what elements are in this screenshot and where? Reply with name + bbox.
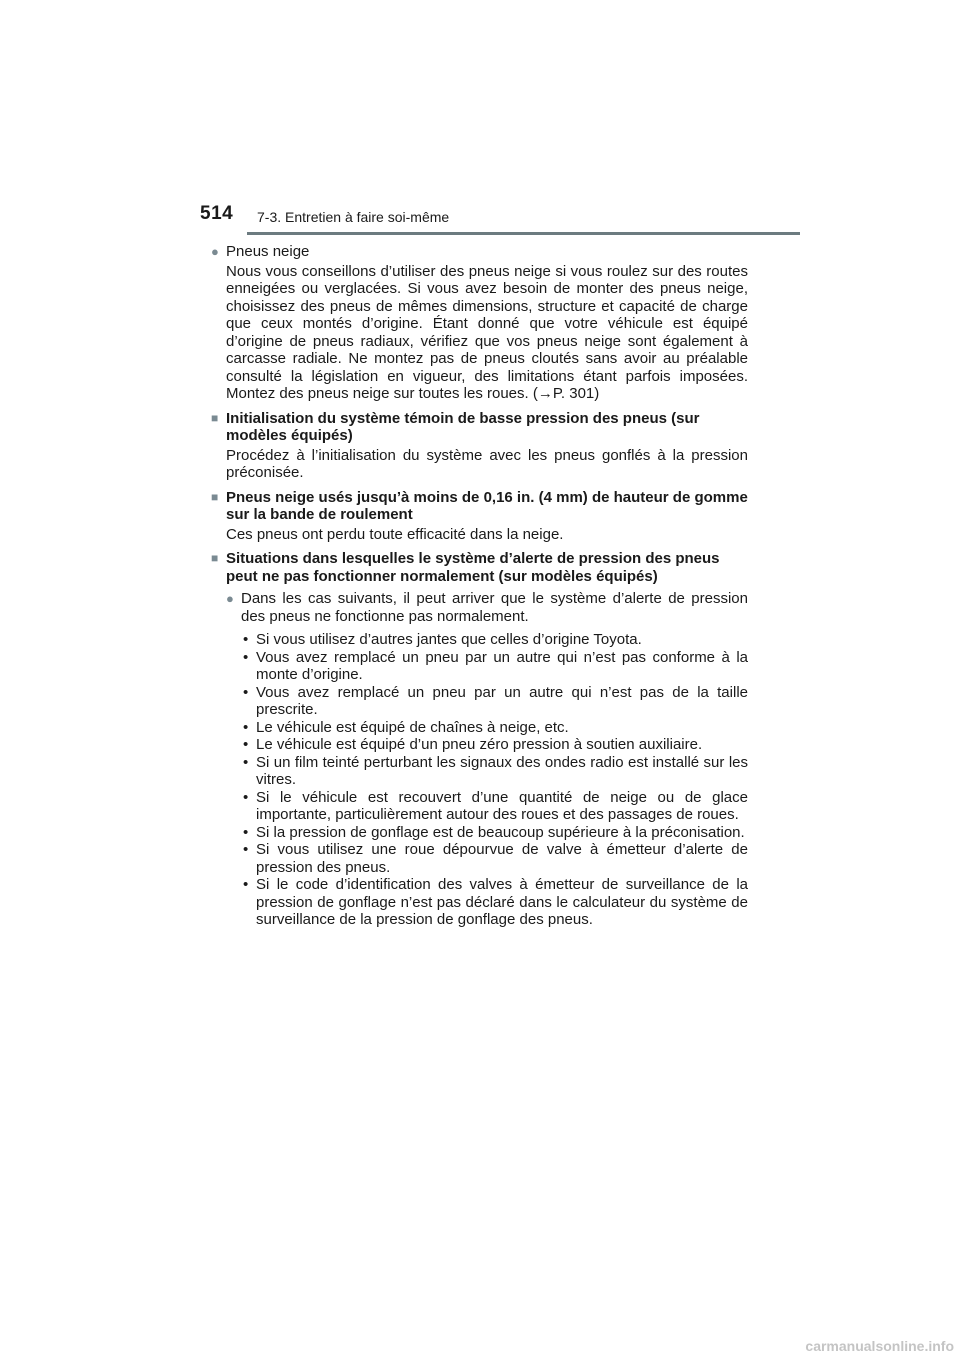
bullet-dot-icon: • xyxy=(243,876,249,893)
bullet-dot-icon: • xyxy=(243,718,249,736)
bullet-dot-icon: • xyxy=(243,648,249,666)
list-item xyxy=(241,876,748,929)
item-heading: Initialisation du système témoin de basse pression des pneus (sur modèles équipés) xyxy=(226,409,700,444)
bullet-dot-icon: • xyxy=(243,683,249,701)
list-item xyxy=(241,684,748,719)
bullet-dot-icon: • xyxy=(243,841,249,858)
item-pneus-neige xyxy=(211,243,748,403)
item-situations xyxy=(211,550,748,929)
bullet-dot-icon: • xyxy=(243,736,249,753)
list-item xyxy=(241,789,748,824)
list-item-text: Le véhicule est équipé de chaînes à neige, etc. xyxy=(256,718,569,736)
item-paragraph: Nous vous conseillons d’utiliser des pneus neige si vous roulez sur des routes enneigées ou verglacées. Si vous avez besoin de monter des pneus neige, choisissez des pneus de mêmes dimensions, structure et capacité de charge que ceux montés d’origine. Étant donné que votre véhicule est équipé d’origine de pneus radiaux, vérifiez que vos pneus neige sont également à carcasse radiale. Ne montez pas de pneus cloutés sans avoir au préalable consulté la législation en vigueur, des limitations étant parfois imposées. Montez des pneus neige sur toutes les roues. (→P. 301) xyxy=(226,262,748,402)
circle-bullet-icon: ● xyxy=(211,244,219,259)
list-item-text: Si le code d’identification des valves à émetteur de surveillance de la pression de gonflage n’est pas déclaré dans le calculateur du système de surveillance de la pression de gonflage des pneus. xyxy=(256,876,748,928)
section-title: 7-3. Entretien à faire soi-même xyxy=(257,209,450,225)
list-item-text: Si la pression de gonflage est de beaucoup supérieure à la préconisation. xyxy=(256,823,745,841)
bullet-dot-icon: • xyxy=(243,788,249,806)
list-item-text: Si vous utilisez d’autres jantes que celles d’origine Toyota. xyxy=(256,631,642,648)
item-paragraph: Procédez à l’initialisation du système avec les pneus gonflés à la pression préconisée. xyxy=(226,446,748,481)
square-bullet-icon: ■ xyxy=(211,489,219,504)
bullet-dot-icon: • xyxy=(243,631,249,648)
list-item xyxy=(241,736,748,754)
circle-bullet-icon: ● xyxy=(226,591,234,606)
list-item-text: Vous avez remplacé un pneu par un autre qui n’est pas conforme à la monte d’origine. xyxy=(256,648,748,683)
item-heading: Situations dans lesquelles le système d’alerte de pression des pneus peut ne pas fonctionner normalement (sur modèles équipés) xyxy=(226,550,720,585)
sub-item xyxy=(226,590,748,929)
list-item-text: Le véhicule est équipé d’un pneu zéro pression à soutien auxiliaire. xyxy=(256,736,703,753)
list-item-text: Si le véhicule est recouvert d’une quantité de neige ou de glace importante, particulièrement autour des roues et des passages de roues. xyxy=(256,788,748,823)
item-title: Pneus neige xyxy=(226,243,310,260)
list-item-text: Si vous utilisez une roue dépourvue de valve à émetteur d’alerte de pression des pneus. xyxy=(256,841,748,876)
item-pneus-uses xyxy=(211,489,748,544)
list-item xyxy=(241,649,748,684)
item-paragraph: Ces pneus ont perdu toute efficacité dans la neige. xyxy=(226,525,564,543)
list-item xyxy=(241,719,748,737)
page-content xyxy=(211,243,748,936)
bullet-list xyxy=(241,631,748,929)
watermark: carmanualsonline.info xyxy=(805,1338,954,1354)
sub-paragraph: Dans les cas suivants, il peut arriver que le système d’alerte de pression des pneus ne fonctionne pas normalement. xyxy=(241,590,748,625)
item-heading: Pneus neige usés jusqu’à moins de 0,16 in. (4 mm) de hauteur de gomme sur la bande de roulement xyxy=(226,488,748,523)
bullet-dot-icon: • xyxy=(243,823,249,841)
list-item xyxy=(241,631,748,649)
square-bullet-icon: ■ xyxy=(211,410,219,425)
list-item xyxy=(241,824,748,842)
list-item-text: Vous avez remplacé un pneu par un autre qui n’est pas de la taille prescrite. xyxy=(256,683,748,718)
list-item-text: Si un film teinté perturbant les signaux des ondes radio est installé sur les vitres. xyxy=(256,753,748,788)
page-number: 514 xyxy=(200,203,234,224)
bullet-dot-icon: • xyxy=(243,753,249,771)
list-item xyxy=(241,841,748,876)
header-divider xyxy=(247,232,800,235)
page-header xyxy=(0,0,960,240)
square-bullet-icon: ■ xyxy=(211,551,219,565)
item-initialisation xyxy=(211,410,748,482)
list-item xyxy=(241,754,748,789)
